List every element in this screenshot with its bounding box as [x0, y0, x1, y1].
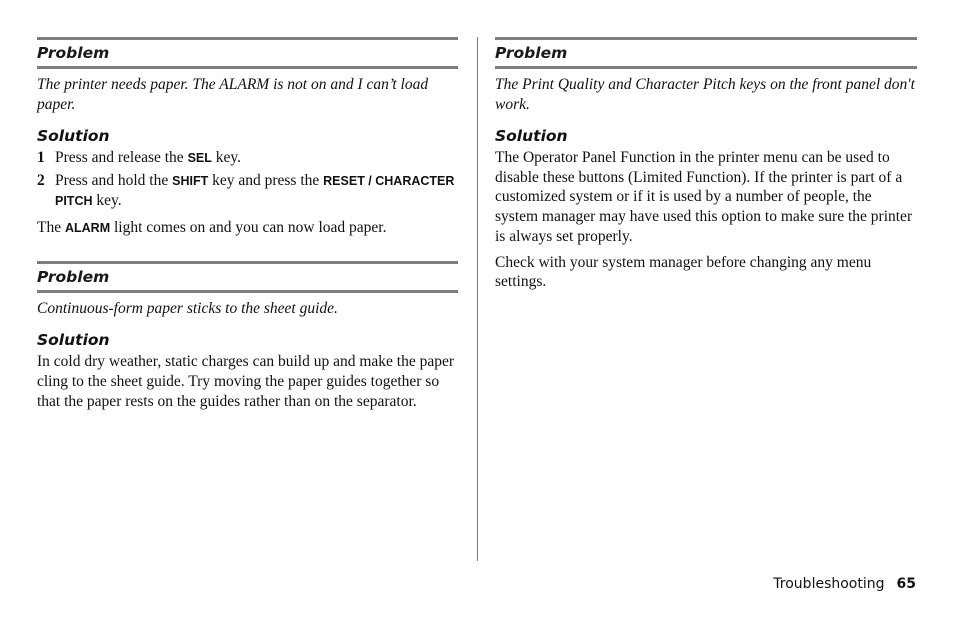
- rule-bottom: [495, 66, 917, 69]
- problem-header-2: [37, 261, 458, 293]
- step-2: [37, 171, 458, 212]
- page-footer: [773, 576, 916, 592]
- solution-text: In cold dry weather, static charges can build up and make the paper cling to the sheet guide. Try moving the paper guides together so that the paper rests on the guides rather than on the separator.: [37, 353, 455, 410]
- solution-heading: Solution: [495, 127, 568, 145]
- rule-bottom: [37, 290, 458, 293]
- problem-header-1: [37, 37, 458, 69]
- key-label-shift: SHIFT: [172, 173, 209, 188]
- problem-heading: Problem: [37, 44, 110, 62]
- solution-steps: [37, 148, 458, 239]
- key-label-sel: SEL: [187, 151, 212, 165]
- footer-section-title: Troubleshooting: [773, 576, 885, 592]
- left-column: [37, 37, 458, 411]
- problem-text: The printer needs paper. The ALARM is not on and I can’t load paper.: [37, 76, 429, 113]
- key-label-alarm: ALARM: [64, 221, 111, 236]
- problem-heading: Problem: [495, 44, 568, 62]
- step-1: [37, 148, 458, 169]
- problem-header-3: [495, 37, 917, 69]
- key-label-reset: RESET / CHARACTER PITCH: [55, 173, 455, 209]
- rule-bottom: [37, 66, 458, 69]
- step-number: 2: [37, 171, 45, 189]
- problem-text: Continuous-form paper sticks to the sheet guide.: [37, 299, 338, 317]
- problem-heading: Problem: [37, 267, 110, 286]
- step-number: 1: [37, 149, 45, 166]
- step-text: Press and hold the SHIFT key and press the RESET / CHARACTER PITCH key.: [55, 171, 455, 210]
- step-text: Press and release the SEL key.: [55, 149, 241, 166]
- right-column: [495, 37, 917, 292]
- solution-text-2: Check with your system manager before changing any menu settings.: [495, 253, 872, 291]
- solution-text: The Operator Panel Function in the printer menu can be used to disable these buttons (Limited Function). If the printer is part of a customized system or if it is used by a number of people, the system manager may have used this option to make sure the printer is always set properly.: [495, 149, 913, 245]
- column-divider: [477, 37, 478, 561]
- solution-heading: Solution: [37, 127, 110, 145]
- page-number: 65: [896, 576, 916, 592]
- problem-text: The Print Quality and Character Pitch keys on the front panel don't work.: [495, 76, 915, 113]
- closing-paragraph: The ALARM light comes on and you can now load paper.: [37, 219, 387, 237]
- solution-heading: Solution: [37, 331, 110, 350]
